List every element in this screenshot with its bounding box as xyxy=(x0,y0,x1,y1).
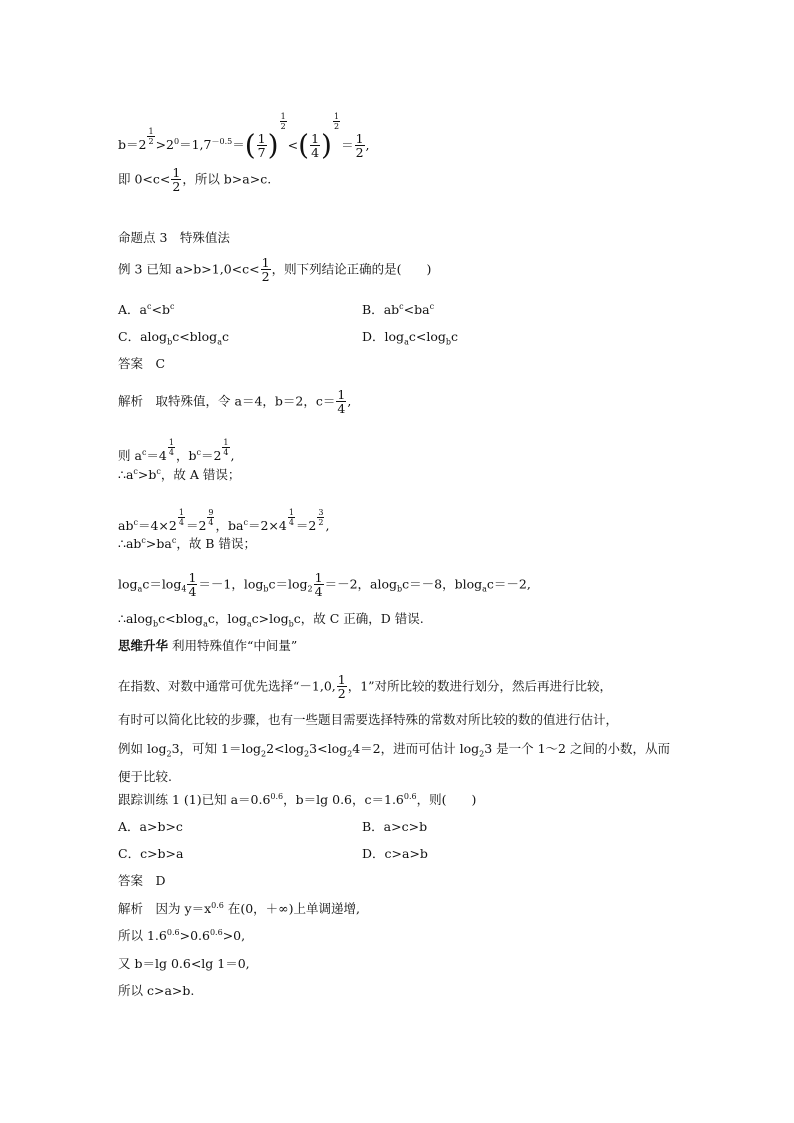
analysis-line-5: $\therefore ab^c>ba^c$，故 B 错误； xyxy=(118,535,256,551)
practice-option-c: C．c>b>a xyxy=(118,846,184,861)
fraction: $\frac{1}{2}$ xyxy=(355,131,364,160)
exp-fraction: $\frac{1}{4}$ xyxy=(178,508,184,527)
insight-para-4: 便于比较. xyxy=(118,769,172,784)
exp-fraction: $\frac{1}{2}$ xyxy=(280,112,286,131)
fraction: $\frac{1}{2}$ xyxy=(172,165,181,194)
practice-option-a: A．a>b>c xyxy=(118,819,183,834)
top-conclusion-line: 即 0<c< $\frac{1}{2}$ ，所以 b>a>c. xyxy=(118,165,272,194)
insight-para-3: 例如 $\log_23$，可知 $1=\log_22<\log_23<\log_24=2$，进而可估计 $\log_23$ 是一个 1～2 之间的小数，从而 xyxy=(118,741,670,759)
top-formula-line: b＝2 $\frac{1}{2}$ $>2^0=1,7^{-0.5}=$( $\frac{1}{7}$ ) $\frac{1}{2}$ <( $\frac{1}{4}$ ) $\frac{1}{2}$ ＝ $\frac{1}{2}$ , xyxy=(118,112,370,162)
example-question: 例 3 已知 a>b>1,0<c< $\frac{1}{2}$ ，则下列结论正确的是( ) xyxy=(118,255,432,284)
option-b: B．$ab^c<ba^c$ xyxy=(362,301,435,317)
fraction: $\frac{1}{4}$ xyxy=(311,131,320,160)
practice-option-d: D．c>a>b xyxy=(362,846,428,861)
section-title: 命题点 3 特殊值法 xyxy=(118,230,230,245)
practice-answer-line: 答案 D xyxy=(118,873,166,888)
exp-fraction: $\frac{1}{2}$ xyxy=(148,126,154,146)
analysis-line-1: 解析 取特殊值，令 a＝4，b＝2，c＝ $\frac{1}{4}$ , xyxy=(118,387,352,416)
option-a: A．$a^c<b^c$ xyxy=(118,301,175,317)
fraction: $\frac{1}{7}$ xyxy=(257,131,266,160)
analysis-line-7: ∴alog$_b$c<blog$_a$c，$\log_ac>\log_bc$，故 C 正确，D 错误. xyxy=(118,611,424,629)
exp-fraction: $\frac{1}{2}$ xyxy=(333,112,340,131)
insight-title: 思维升华 利用特殊值作“中间量” xyxy=(118,638,298,653)
exp-fraction: $\frac{1}{4}$ xyxy=(223,438,229,457)
fraction: $\frac{1}{4}$ xyxy=(337,387,346,416)
practice-option-b: B．a>c>b xyxy=(362,819,428,834)
exp-fraction: $\frac{9}{4}$ xyxy=(208,508,214,527)
fraction: $\frac{1}{2}$ xyxy=(261,255,270,284)
practice-analysis-line-2: 所以 $1.6^{0.6}>0.6^{0.6}>0$, xyxy=(118,927,246,943)
practice-analysis-line-4: 所以 c>a>b. xyxy=(118,983,195,998)
practice-analysis-line-1: 解析 因为 $y=x^{0.6}$ 在(0，＋∞)上单调递增, xyxy=(118,900,360,916)
insight-para-2: 有时可以简化比较的步骤，也有一些题目需要选择特殊的常数对所比较的数的值进行估计， xyxy=(118,712,619,727)
fraction: $\frac{1}{4}$ xyxy=(188,570,197,599)
analysis-line-4: $ab^c=4\times 2$ $\frac{1}{4}$ ＝2 $\frac{9}{4}$ ，$ba^c=2\times 4$ $\frac{1}{4}$ ＝2 $\frac{3}{2}$ , xyxy=(118,508,330,534)
analysis-line-3: $\therefore a^c>b^c$，故 A 错误； xyxy=(118,466,241,482)
practice-analysis-line-3: 又 b＝lg 0.6<lg 1＝0, xyxy=(118,956,250,971)
answer-line: 答案 C xyxy=(118,356,166,371)
exp-fraction: $\frac{3}{2}$ xyxy=(318,508,324,527)
fraction: $\frac{1}{4}$ xyxy=(314,570,323,599)
analysis-line-2: 则 $a^c=4$ $\frac{1}{4}$ ，$b^c=2$ $\frac{1}{4}$ , xyxy=(118,438,235,464)
option-d: D．$\log_ac<\log_bc$ xyxy=(362,329,458,347)
analysis-line-6: $\log_ac=\log_4$ $\frac{1}{4}$ ＝－1，$\log_bc=\log_2$ $\frac{1}{4}$ ＝－2，alog$_b$c＝－8，blog$_a$c＝－2, xyxy=(118,570,531,599)
fraction: $\frac{1}{2}$ xyxy=(337,672,346,701)
practice-question: 跟踪训练 1 (1)已知 $a=0.6^{0.6}$，b＝lg 0.6，$c=1.6^{0.6}$，则( ) xyxy=(118,791,477,807)
exp-fraction: $\frac{1}{4}$ xyxy=(288,508,294,527)
option-c: C．alog$_b$c<blog$_a$c xyxy=(118,329,229,347)
exp-fraction: $\frac{1}{4}$ xyxy=(168,438,174,457)
insight-para-1: 在指数、对数中通常可优先选择“－1,0, $\frac{1}{2}$ ，1”对所比较的数进行划分，然后再进行比较， xyxy=(118,672,613,701)
